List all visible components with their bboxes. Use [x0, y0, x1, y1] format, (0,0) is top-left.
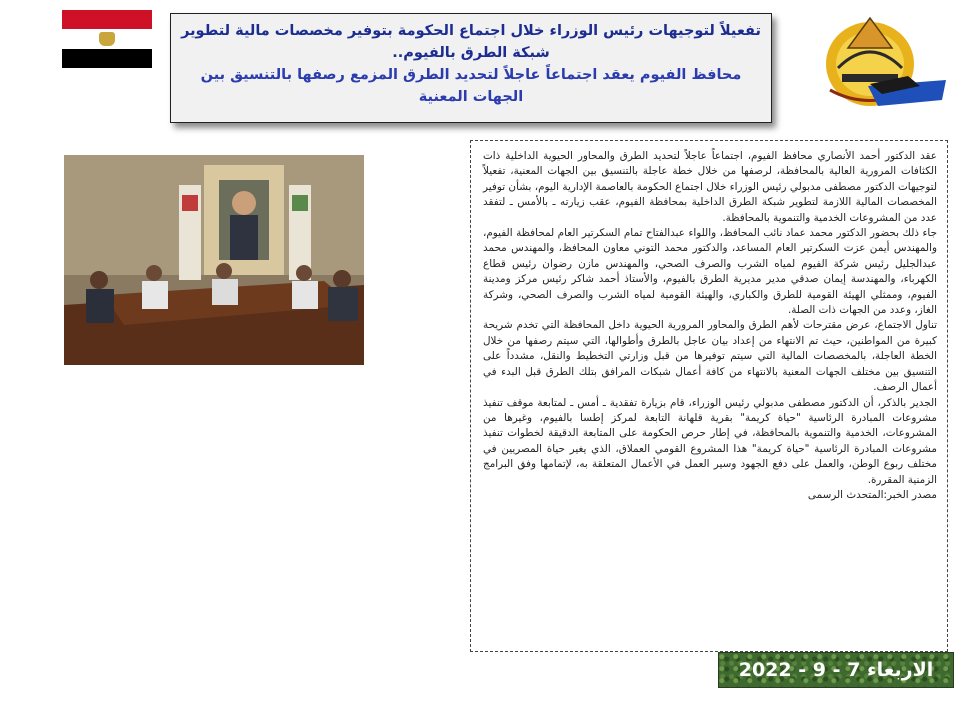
flag-red-band — [62, 10, 152, 29]
article-paragraph-1: عقد الدكتور أحمد الأنصاري محافظ الفيوم، اجتماعاً عاجلاً لتحديد الطرق والمحاور الحيوية الداخلية ذات الكثافات المرورية العالية بالمحافظة، لرصفها من خلال خطة عاجلة بالتنسيق بين الجهات المعنية، تفعيلاً لتوجيهات الدكتور مصطفى مدبولي رئيس الوزراء خلال اجتماع الحكومة بالعاصمة الإدارية اليوم، بشأن توفير المخصصات المالية اللازمة لتطوير شبكة الطرق الداخلية بمحافظة الفيوم، عقب زيارته ـ بالأمس ـ لتفقد عدد من المشروعات الخدمية والتنموية بالمحافظة. — [483, 150, 937, 224]
date-text: الاربعاء 7 - 9 - 2022 — [738, 659, 934, 681]
article-source: مصدر الخبر:المتحدث الرسمى — [807, 488, 937, 501]
article-paragraph-2: جاء ذلك بحضور الدكتور محمد عماد نائب المحافظ، واللواء عبدالفتاح تمام السكرتير العام لمحافظة الفيوم، والمهندس أيمن عزت السكرتير العام المساعد، والدكتور محمد التوني معاون المحافظ، والمهندس محمد عبدالجليل رئيس شركة الفيوم لمياه الشرب والصرف الصحي، والمهندس مازن رضوان رئيس قطاع الكهرباء، والمهندسة إيمان صدقي مدير مديرية الطرق بالفيوم، والأستاذ أحمد شاكر رئيس مركز ومدينة الفيوم، وممثلي الهيئة القومية للطرق والكباري، والهيئة القومية لمياه الشرب والصرف الصحي، وشركة الغاز، وعدد من الجهات ذات الصلة. — [483, 227, 937, 317]
date-banner — [718, 652, 954, 688]
headline-box — [170, 13, 772, 123]
flag-black-band — [62, 49, 152, 68]
headline-line2: محافظ الفيوم يعقد اجتماعاً عاجلاً لتحديد الطرق المزمع رصفها بالتنسيق بين الجهات المعنية — [200, 67, 742, 105]
meeting-room-photo — [64, 155, 364, 365]
headline-line1: تفعيلاً لتوجيهات رئيس الوزراء خلال اجتماع الحكومة بتوفير مخصصات مالية لتطوير شبكة الطرق بالفيوم.. — [181, 23, 761, 61]
article-paragraph-4: الجدير بالذكر، أن الدكتور مصطفى مدبولي رئيس الوزراء، قام بزيارة تفقدية ـ أمس ـ لمتابعة موقف تنفيذ مشروعات المبادرة الرئاسية "حياة كريمة" بقرية قلهانة التابعة لمركز إطسا بالفيوم، وغيرها من المشروعات، الخدمية والتنموية بالمحافظة، في إطار حرص الحكومة على المتابعة الدقيقة لخطوات تنفيذ مشروعات المبادرة الرئاسية "حياة كريمة" هذا المشروع القومي العملاق، الذي يغير حياة المصريين في مختلف ربوع الوطن، والعمل على دفع الجهود وسير العمل في الأعمال المتعلقة به، لإتمامها وفق البرامج الزمنية المقررة. — [483, 396, 937, 486]
eagle-emblem-icon — [99, 32, 115, 46]
egypt-flag-icon — [62, 10, 152, 68]
fayoum-governorate-logo-icon — [808, 8, 950, 114]
article-body — [470, 140, 948, 652]
article-paragraph-3: تناول الاجتماع، عرض مقترحات لأهم الطرق والمحاور المرورية الحيوية داخل المحافظة التي تخدم شريحة كبيرة من المواطنين، حيث تم الانتهاء من إعداد بيان عاجل بالطرق وأطوالها، التي سيتم رصفها من خلال الخطة العاجلة، بالمخصصات المالية التي سيتم توفيرها من قبل وزارتي التخطيط والنقل، مشدداً على التنسيق بين مختلف الجهات المعنية بالانتهاء من كافة أعمال شبكات المرافق بتلك الطرق قبل البدء في أعمال الرصف. — [483, 319, 937, 394]
